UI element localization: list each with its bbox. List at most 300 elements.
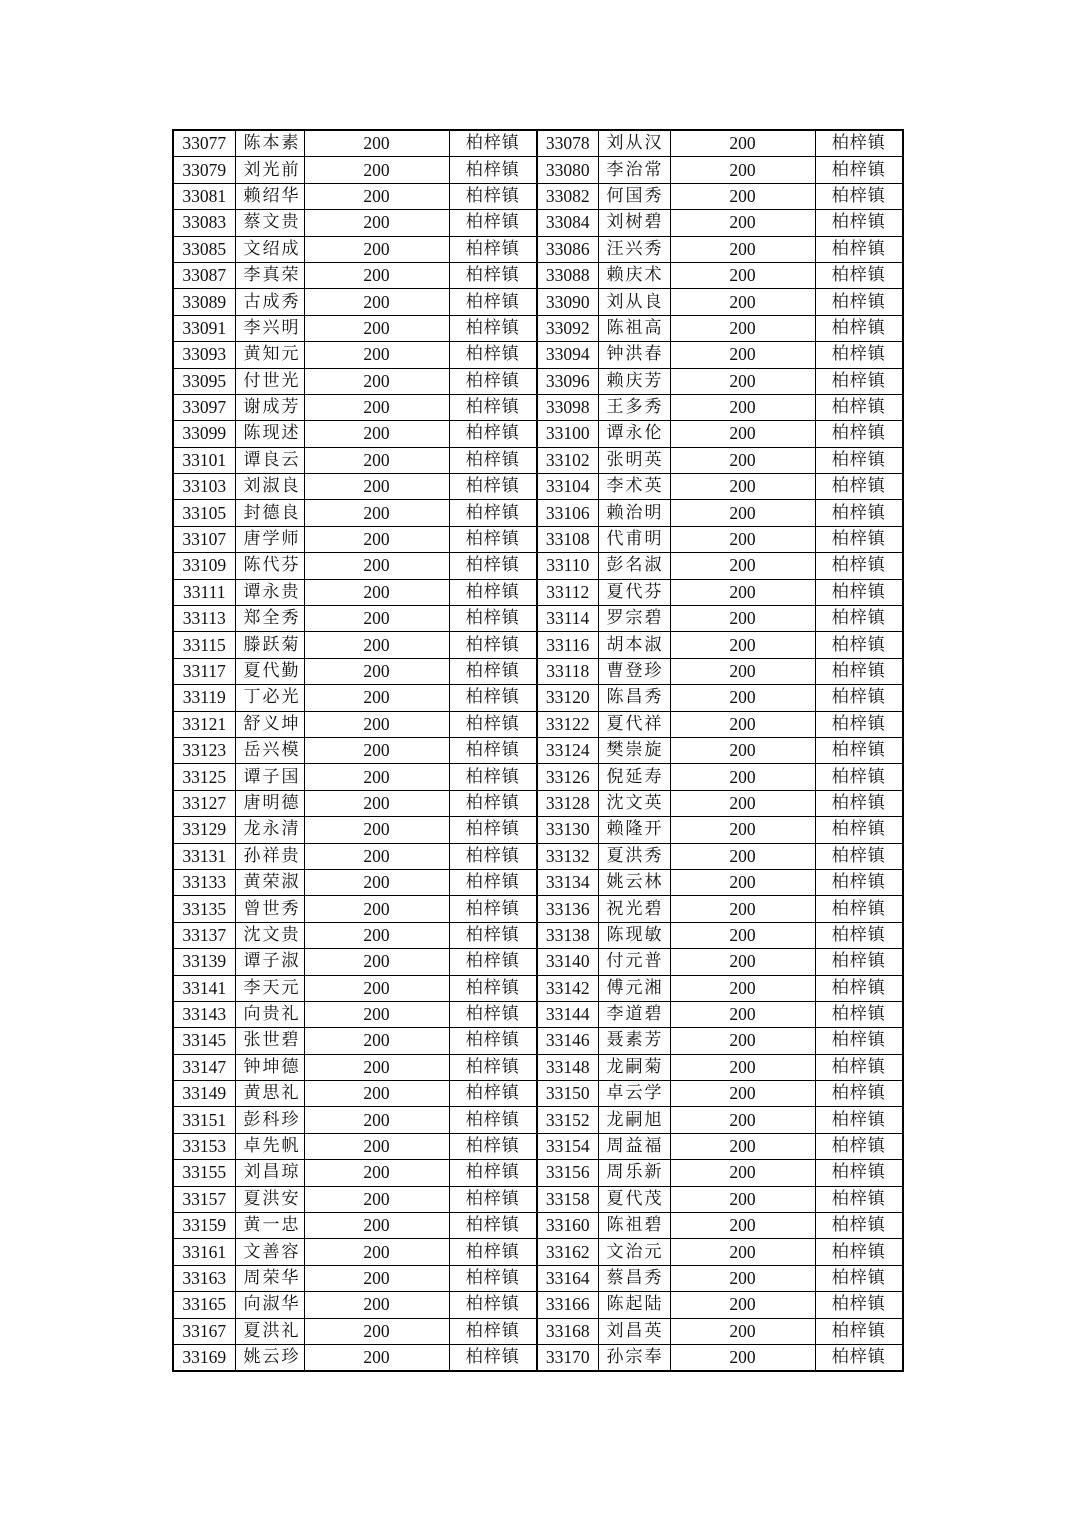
person-name-right: 樊崇旋 bbox=[598, 737, 670, 763]
record-number-right: 33126 bbox=[537, 764, 598, 790]
person-name-right: 彭名淑 bbox=[598, 553, 670, 579]
town-name-left: 柏梓镇 bbox=[449, 157, 537, 183]
person-name-left: 滕跃菊 bbox=[235, 632, 304, 658]
record-number-left: 33153 bbox=[173, 1133, 235, 1159]
person-name-left: 刘昌琼 bbox=[235, 1160, 304, 1186]
person-name-right: 陈起陆 bbox=[598, 1292, 670, 1318]
amount-left: 200 bbox=[304, 553, 449, 579]
town-name-left: 柏梓镇 bbox=[449, 236, 537, 262]
person-name-right: 周益福 bbox=[598, 1133, 670, 1159]
record-number-left: 33103 bbox=[173, 474, 235, 500]
amount-left: 200 bbox=[304, 262, 449, 288]
amount-right: 200 bbox=[670, 500, 815, 526]
amount-left: 200 bbox=[304, 421, 449, 447]
person-name-left: 钟坤德 bbox=[235, 1054, 304, 1080]
table-row bbox=[173, 1318, 903, 1344]
person-name-right: 陈昌秀 bbox=[598, 685, 670, 711]
record-number-right: 33092 bbox=[537, 315, 598, 341]
person-name-left: 夏洪礼 bbox=[235, 1318, 304, 1344]
town-name-left: 柏梓镇 bbox=[449, 606, 537, 632]
person-name-right: 刘昌英 bbox=[598, 1318, 670, 1344]
person-name-right: 卓云学 bbox=[598, 1081, 670, 1107]
amount-left: 200 bbox=[304, 447, 449, 473]
record-number-left: 33155 bbox=[173, 1160, 235, 1186]
town-name-right: 柏梓镇 bbox=[815, 949, 903, 975]
record-number-right: 33122 bbox=[537, 711, 598, 737]
town-name-right: 柏梓镇 bbox=[815, 553, 903, 579]
amount-left: 200 bbox=[304, 1081, 449, 1107]
amount-right: 200 bbox=[670, 1265, 815, 1291]
person-name-right: 夏代茂 bbox=[598, 1186, 670, 1212]
record-number-right: 33152 bbox=[537, 1107, 598, 1133]
table-row bbox=[173, 1107, 903, 1133]
record-number-left: 33121 bbox=[173, 711, 235, 737]
person-name-left: 陈现述 bbox=[235, 421, 304, 447]
person-name-left: 赖绍华 bbox=[235, 183, 304, 209]
town-name-right: 柏梓镇 bbox=[815, 1265, 903, 1291]
record-number-left: 33099 bbox=[173, 421, 235, 447]
town-name-left: 柏梓镇 bbox=[449, 421, 537, 447]
town-name-left: 柏梓镇 bbox=[449, 658, 537, 684]
record-number-left: 33135 bbox=[173, 896, 235, 922]
person-name-right: 聂素芳 bbox=[598, 1028, 670, 1054]
amount-left: 200 bbox=[304, 896, 449, 922]
amount-right: 200 bbox=[670, 1344, 815, 1371]
record-number-right: 33108 bbox=[537, 526, 598, 552]
table-row bbox=[173, 817, 903, 843]
amount-left: 200 bbox=[304, 394, 449, 420]
town-name-left: 柏梓镇 bbox=[449, 368, 537, 394]
town-name-left: 柏梓镇 bbox=[449, 764, 537, 790]
table-row bbox=[173, 1292, 903, 1318]
person-name-left: 姚云珍 bbox=[235, 1344, 304, 1371]
person-name-right: 陈现敏 bbox=[598, 922, 670, 948]
town-name-right: 柏梓镇 bbox=[815, 262, 903, 288]
person-name-left: 黄一忠 bbox=[235, 1213, 304, 1239]
town-name-left: 柏梓镇 bbox=[449, 315, 537, 341]
record-number-right: 33144 bbox=[537, 1001, 598, 1027]
table-row bbox=[173, 368, 903, 394]
person-name-right: 祝光碧 bbox=[598, 896, 670, 922]
record-number-left: 33087 bbox=[173, 262, 235, 288]
person-name-left: 张世碧 bbox=[235, 1028, 304, 1054]
person-name-left: 郑全秀 bbox=[235, 606, 304, 632]
town-name-left: 柏梓镇 bbox=[449, 1292, 537, 1318]
amount-right: 200 bbox=[670, 711, 815, 737]
amount-right: 200 bbox=[670, 975, 815, 1001]
town-name-right: 柏梓镇 bbox=[815, 711, 903, 737]
person-name-left: 付世光 bbox=[235, 368, 304, 394]
amount-right: 200 bbox=[670, 394, 815, 420]
table-row bbox=[173, 1054, 903, 1080]
record-number-right: 33136 bbox=[537, 896, 598, 922]
table-row bbox=[173, 1001, 903, 1027]
amount-right: 200 bbox=[670, 447, 815, 473]
person-name-right: 谭永伦 bbox=[598, 421, 670, 447]
person-name-right: 陈祖高 bbox=[598, 315, 670, 341]
person-name-right: 陈祖碧 bbox=[598, 1213, 670, 1239]
town-name-right: 柏梓镇 bbox=[815, 526, 903, 552]
town-name-right: 柏梓镇 bbox=[815, 1213, 903, 1239]
person-name-left: 黄思礼 bbox=[235, 1081, 304, 1107]
person-name-right: 孙宗奉 bbox=[598, 1344, 670, 1371]
town-name-left: 柏梓镇 bbox=[449, 1344, 537, 1371]
amount-right: 200 bbox=[670, 790, 815, 816]
amount-right: 200 bbox=[670, 342, 815, 368]
amount-right: 200 bbox=[670, 896, 815, 922]
person-name-left: 沈文贵 bbox=[235, 922, 304, 948]
record-number-left: 33167 bbox=[173, 1318, 235, 1344]
town-name-right: 柏梓镇 bbox=[815, 474, 903, 500]
person-name-right: 钟洪春 bbox=[598, 342, 670, 368]
record-number-left: 33149 bbox=[173, 1081, 235, 1107]
amount-right: 200 bbox=[670, 157, 815, 183]
table-row bbox=[173, 130, 903, 157]
person-name-right: 曹登珍 bbox=[598, 658, 670, 684]
record-number-left: 33097 bbox=[173, 394, 235, 420]
record-number-right: 33102 bbox=[537, 447, 598, 473]
amount-right: 200 bbox=[670, 817, 815, 843]
person-name-left: 夏代勤 bbox=[235, 658, 304, 684]
town-name-right: 柏梓镇 bbox=[815, 421, 903, 447]
table-row bbox=[173, 394, 903, 420]
town-name-right: 柏梓镇 bbox=[815, 579, 903, 605]
person-name-right: 付元普 bbox=[598, 949, 670, 975]
record-number-left: 33145 bbox=[173, 1028, 235, 1054]
town-name-left: 柏梓镇 bbox=[449, 1213, 537, 1239]
person-name-right: 李术英 bbox=[598, 474, 670, 500]
town-name-left: 柏梓镇 bbox=[449, 579, 537, 605]
person-name-right: 倪延寿 bbox=[598, 764, 670, 790]
amount-left: 200 bbox=[304, 236, 449, 262]
town-name-right: 柏梓镇 bbox=[815, 737, 903, 763]
town-name-right: 柏梓镇 bbox=[815, 236, 903, 262]
record-number-left: 33079 bbox=[173, 157, 235, 183]
record-number-right: 33096 bbox=[537, 368, 598, 394]
record-number-right: 33112 bbox=[537, 579, 598, 605]
town-name-left: 柏梓镇 bbox=[449, 1186, 537, 1212]
amount-right: 200 bbox=[670, 764, 815, 790]
amount-right: 200 bbox=[670, 949, 815, 975]
amount-right: 200 bbox=[670, 421, 815, 447]
table-row bbox=[173, 790, 903, 816]
town-name-right: 柏梓镇 bbox=[815, 764, 903, 790]
record-number-right: 33078 bbox=[537, 130, 598, 157]
record-number-right: 33118 bbox=[537, 658, 598, 684]
person-name-left: 向贵礼 bbox=[235, 1001, 304, 1027]
record-number-left: 33085 bbox=[173, 236, 235, 262]
person-name-left: 周荣华 bbox=[235, 1265, 304, 1291]
town-name-left: 柏梓镇 bbox=[449, 1107, 537, 1133]
person-name-left: 李天元 bbox=[235, 975, 304, 1001]
table-row bbox=[173, 1213, 903, 1239]
amount-left: 200 bbox=[304, 1054, 449, 1080]
town-name-right: 柏梓镇 bbox=[815, 315, 903, 341]
amount-right: 200 bbox=[670, 1028, 815, 1054]
person-name-left: 卓先帆 bbox=[235, 1133, 304, 1159]
person-name-left: 陈代芬 bbox=[235, 553, 304, 579]
amount-left: 200 bbox=[304, 790, 449, 816]
table-row bbox=[173, 1265, 903, 1291]
amount-left: 200 bbox=[304, 658, 449, 684]
table-row bbox=[173, 474, 903, 500]
record-number-right: 33110 bbox=[537, 553, 598, 579]
record-number-right: 33090 bbox=[537, 289, 598, 315]
record-number-left: 33157 bbox=[173, 1186, 235, 1212]
table-row bbox=[173, 447, 903, 473]
amount-right: 200 bbox=[670, 737, 815, 763]
table-row bbox=[173, 500, 903, 526]
table-row bbox=[173, 553, 903, 579]
town-name-right: 柏梓镇 bbox=[815, 183, 903, 209]
amount-left: 200 bbox=[304, 210, 449, 236]
town-name-left: 柏梓镇 bbox=[449, 342, 537, 368]
amount-left: 200 bbox=[304, 949, 449, 975]
amount-left: 200 bbox=[304, 843, 449, 869]
record-number-right: 33128 bbox=[537, 790, 598, 816]
amount-right: 200 bbox=[670, 579, 815, 605]
person-name-left: 刘淑良 bbox=[235, 474, 304, 500]
person-name-left: 谢成芳 bbox=[235, 394, 304, 420]
town-name-left: 柏梓镇 bbox=[449, 685, 537, 711]
person-name-left: 向淑华 bbox=[235, 1292, 304, 1318]
record-number-left: 33117 bbox=[173, 658, 235, 684]
amount-right: 200 bbox=[670, 685, 815, 711]
person-name-right: 罗宗碧 bbox=[598, 606, 670, 632]
person-name-right: 蔡昌秀 bbox=[598, 1265, 670, 1291]
record-number-right: 33158 bbox=[537, 1186, 598, 1212]
town-name-right: 柏梓镇 bbox=[815, 342, 903, 368]
record-number-left: 33129 bbox=[173, 817, 235, 843]
table-row bbox=[173, 685, 903, 711]
table-row bbox=[173, 606, 903, 632]
table-row bbox=[173, 526, 903, 552]
table-row bbox=[173, 949, 903, 975]
town-name-left: 柏梓镇 bbox=[449, 526, 537, 552]
record-number-left: 33123 bbox=[173, 737, 235, 763]
record-number-left: 33159 bbox=[173, 1213, 235, 1239]
record-number-left: 33109 bbox=[173, 553, 235, 579]
amount-right: 200 bbox=[670, 236, 815, 262]
town-name-left: 柏梓镇 bbox=[449, 1318, 537, 1344]
amount-right: 200 bbox=[670, 1239, 815, 1265]
town-name-left: 柏梓镇 bbox=[449, 790, 537, 816]
record-number-right: 33116 bbox=[537, 632, 598, 658]
record-number-right: 33130 bbox=[537, 817, 598, 843]
town-name-right: 柏梓镇 bbox=[815, 817, 903, 843]
record-number-left: 33113 bbox=[173, 606, 235, 632]
amount-right: 200 bbox=[670, 262, 815, 288]
person-name-left: 李真荣 bbox=[235, 262, 304, 288]
table-row bbox=[173, 1239, 903, 1265]
amount-left: 200 bbox=[304, 764, 449, 790]
record-number-left: 33081 bbox=[173, 183, 235, 209]
amount-right: 200 bbox=[670, 1160, 815, 1186]
town-name-left: 柏梓镇 bbox=[449, 817, 537, 843]
record-number-right: 33140 bbox=[537, 949, 598, 975]
town-name-left: 柏梓镇 bbox=[449, 632, 537, 658]
amount-left: 200 bbox=[304, 368, 449, 394]
town-name-right: 柏梓镇 bbox=[815, 1318, 903, 1344]
record-number-left: 33141 bbox=[173, 975, 235, 1001]
record-number-right: 33156 bbox=[537, 1160, 598, 1186]
record-number-left: 33151 bbox=[173, 1107, 235, 1133]
amount-left: 200 bbox=[304, 474, 449, 500]
record-number-left: 33095 bbox=[173, 368, 235, 394]
amount-right: 200 bbox=[670, 606, 815, 632]
amount-right: 200 bbox=[670, 1054, 815, 1080]
record-number-right: 33170 bbox=[537, 1344, 598, 1371]
town-name-right: 柏梓镇 bbox=[815, 1107, 903, 1133]
amount-right: 200 bbox=[670, 526, 815, 552]
record-number-right: 33094 bbox=[537, 342, 598, 368]
person-name-right: 刘树碧 bbox=[598, 210, 670, 236]
person-name-left: 黄荣淑 bbox=[235, 869, 304, 895]
town-name-right: 柏梓镇 bbox=[815, 447, 903, 473]
amount-right: 200 bbox=[670, 289, 815, 315]
town-name-right: 柏梓镇 bbox=[815, 394, 903, 420]
table-row bbox=[173, 896, 903, 922]
town-name-right: 柏梓镇 bbox=[815, 1133, 903, 1159]
town-name-left: 柏梓镇 bbox=[449, 922, 537, 948]
table-row bbox=[173, 922, 903, 948]
town-name-right: 柏梓镇 bbox=[815, 790, 903, 816]
record-number-left: 33101 bbox=[173, 447, 235, 473]
town-name-left: 柏梓镇 bbox=[449, 394, 537, 420]
town-name-right: 柏梓镇 bbox=[815, 896, 903, 922]
person-name-right: 夏代祥 bbox=[598, 711, 670, 737]
record-number-left: 33089 bbox=[173, 289, 235, 315]
record-number-left: 33127 bbox=[173, 790, 235, 816]
record-number-left: 33091 bbox=[173, 315, 235, 341]
table-row bbox=[173, 210, 903, 236]
table-row bbox=[173, 843, 903, 869]
roster-table-body bbox=[173, 130, 903, 1371]
amount-left: 200 bbox=[304, 975, 449, 1001]
person-name-left: 曾世秀 bbox=[235, 896, 304, 922]
amount-right: 200 bbox=[670, 368, 815, 394]
person-name-left: 谭子国 bbox=[235, 764, 304, 790]
record-number-left: 33163 bbox=[173, 1265, 235, 1291]
amount-left: 200 bbox=[304, 183, 449, 209]
table-row bbox=[173, 975, 903, 1001]
town-name-left: 柏梓镇 bbox=[449, 869, 537, 895]
town-name-left: 柏梓镇 bbox=[449, 1054, 537, 1080]
person-name-left: 夏洪安 bbox=[235, 1186, 304, 1212]
amount-right: 200 bbox=[670, 1081, 815, 1107]
person-name-left: 文善容 bbox=[235, 1239, 304, 1265]
amount-left: 200 bbox=[304, 711, 449, 737]
person-name-right: 龙嗣菊 bbox=[598, 1054, 670, 1080]
amount-right: 200 bbox=[670, 130, 815, 157]
amount-left: 200 bbox=[304, 817, 449, 843]
person-name-left: 唐明德 bbox=[235, 790, 304, 816]
table-row bbox=[173, 869, 903, 895]
town-name-right: 柏梓镇 bbox=[815, 922, 903, 948]
person-name-left: 封德良 bbox=[235, 500, 304, 526]
amount-left: 200 bbox=[304, 289, 449, 315]
amount-right: 200 bbox=[670, 1107, 815, 1133]
town-name-left: 柏梓镇 bbox=[449, 975, 537, 1001]
town-name-left: 柏梓镇 bbox=[449, 1081, 537, 1107]
town-name-left: 柏梓镇 bbox=[449, 553, 537, 579]
person-name-right: 赖治明 bbox=[598, 500, 670, 526]
amount-right: 200 bbox=[670, 1133, 815, 1159]
record-number-right: 33134 bbox=[537, 869, 598, 895]
person-name-left: 谭子淑 bbox=[235, 949, 304, 975]
table-row bbox=[173, 289, 903, 315]
record-number-right: 33162 bbox=[537, 1239, 598, 1265]
amount-left: 200 bbox=[304, 1344, 449, 1371]
person-name-left: 岳兴模 bbox=[235, 737, 304, 763]
amount-right: 200 bbox=[670, 315, 815, 341]
town-name-left: 柏梓镇 bbox=[449, 1133, 537, 1159]
town-name-left: 柏梓镇 bbox=[449, 447, 537, 473]
person-name-right: 王多秀 bbox=[598, 394, 670, 420]
record-number-right: 33150 bbox=[537, 1081, 598, 1107]
record-number-left: 33107 bbox=[173, 526, 235, 552]
town-name-left: 柏梓镇 bbox=[449, 183, 537, 209]
town-name-right: 柏梓镇 bbox=[815, 210, 903, 236]
record-number-left: 33077 bbox=[173, 130, 235, 157]
person-name-left: 文绍成 bbox=[235, 236, 304, 262]
town-name-right: 柏梓镇 bbox=[815, 1001, 903, 1027]
town-name-left: 柏梓镇 bbox=[449, 896, 537, 922]
town-name-right: 柏梓镇 bbox=[815, 1344, 903, 1371]
table-row bbox=[173, 764, 903, 790]
town-name-right: 柏梓镇 bbox=[815, 289, 903, 315]
amount-right: 200 bbox=[670, 183, 815, 209]
person-name-right: 胡本淑 bbox=[598, 632, 670, 658]
table-row bbox=[173, 1186, 903, 1212]
amount-left: 200 bbox=[304, 1001, 449, 1027]
record-number-left: 33139 bbox=[173, 949, 235, 975]
person-name-right: 夏代芬 bbox=[598, 579, 670, 605]
person-name-left: 唐学师 bbox=[235, 526, 304, 552]
record-number-left: 33143 bbox=[173, 1001, 235, 1027]
amount-left: 200 bbox=[304, 922, 449, 948]
person-name-left: 黄知元 bbox=[235, 342, 304, 368]
table-row bbox=[173, 632, 903, 658]
town-name-right: 柏梓镇 bbox=[815, 1160, 903, 1186]
town-name-right: 柏梓镇 bbox=[815, 869, 903, 895]
town-name-left: 柏梓镇 bbox=[449, 737, 537, 763]
town-name-left: 柏梓镇 bbox=[449, 1265, 537, 1291]
amount-right: 200 bbox=[670, 553, 815, 579]
amount-left: 200 bbox=[304, 869, 449, 895]
amount-right: 200 bbox=[670, 1001, 815, 1027]
person-name-left: 古成秀 bbox=[235, 289, 304, 315]
amount-left: 200 bbox=[304, 315, 449, 341]
person-name-left: 谭良云 bbox=[235, 447, 304, 473]
town-name-right: 柏梓镇 bbox=[815, 1081, 903, 1107]
amount-left: 200 bbox=[304, 1028, 449, 1054]
amount-left: 200 bbox=[304, 130, 449, 157]
roster-table bbox=[172, 129, 904, 1372]
record-number-left: 33119 bbox=[173, 685, 235, 711]
record-number-left: 33083 bbox=[173, 210, 235, 236]
amount-left: 200 bbox=[304, 1133, 449, 1159]
record-number-right: 33124 bbox=[537, 737, 598, 763]
table-row bbox=[173, 658, 903, 684]
person-name-right: 刘从良 bbox=[598, 289, 670, 315]
table-row bbox=[173, 1133, 903, 1159]
record-number-right: 33084 bbox=[537, 210, 598, 236]
amount-left: 200 bbox=[304, 606, 449, 632]
town-name-right: 柏梓镇 bbox=[815, 157, 903, 183]
town-name-right: 柏梓镇 bbox=[815, 632, 903, 658]
amount-right: 200 bbox=[670, 869, 815, 895]
